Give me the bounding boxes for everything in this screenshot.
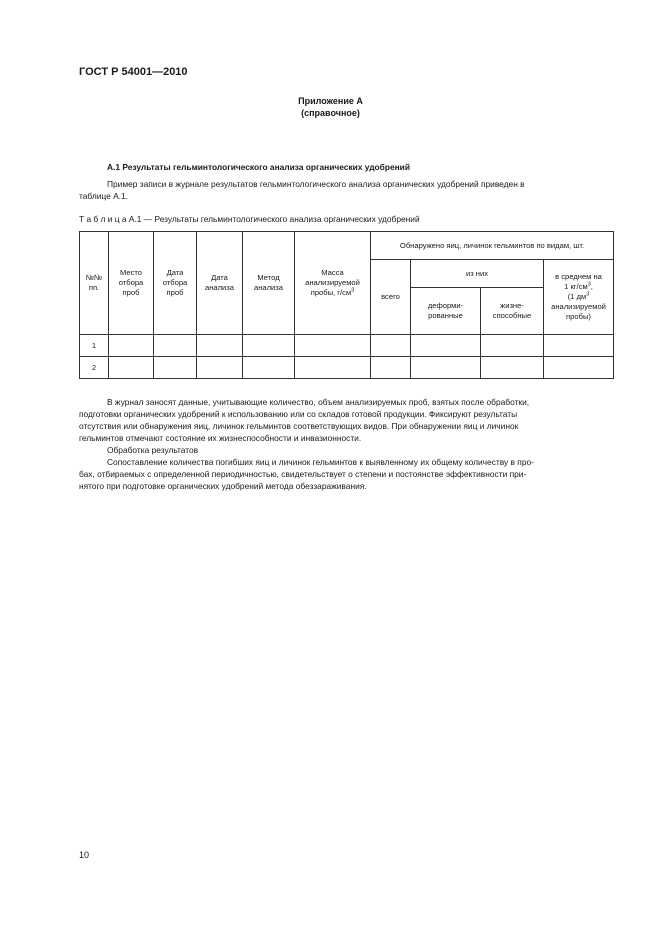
row-number: 2 (80, 357, 109, 379)
header-deformed: деформи- рованные (411, 288, 481, 335)
table-row (80, 357, 614, 379)
table-cell (295, 335, 371, 357)
table-cell (197, 335, 243, 357)
appendix-title: Приложение А (298, 96, 363, 106)
header-detected: Обнаружено яиц, личинок гельминтов по видам, шт. (371, 232, 614, 260)
header-average: в среднем на 1 $кг/см^3$, (1 $дм^3$ анализируемой пробы) (544, 260, 614, 335)
table-row (80, 335, 614, 357)
table-cell (481, 357, 544, 379)
table-cell (544, 357, 614, 379)
page-number: 10 (79, 850, 90, 860)
section-paragraph (79, 178, 613, 202)
text-line: бах, отбираемых с определенной периодичностью, свидетельствует о степени и постоянстве эффективности при- (79, 469, 527, 479)
table-cell (411, 357, 481, 379)
results-paragraph (79, 396, 613, 492)
header-sample-date: Дата отбора проб (154, 232, 197, 335)
subheading-processing: Обработка результатов (107, 445, 199, 455)
section-heading: А.1 Результаты гельминтологического анализа органических удобрений (107, 162, 410, 172)
text-line: нятого при подготовке органических удобрений метода обеззараживания. (79, 481, 367, 491)
header-total: всего (371, 260, 411, 335)
table-caption: Т а б л и ц а А.1 — Результаты гельминтологического анализа органических удобрений (79, 214, 420, 224)
row-number: 1 (80, 335, 109, 357)
table-cell (109, 335, 154, 357)
table-cell (411, 335, 481, 357)
table-cell (197, 357, 243, 379)
text-line: гельминтов отмечают состояние их жизнеспособности и инвазионности. (79, 433, 362, 443)
table-cell (295, 357, 371, 379)
header-num: №№ пп. (80, 232, 109, 335)
text-line: таблице А.1. (79, 191, 128, 201)
table-cell (481, 335, 544, 357)
text-line: отсутствия или обнаружения яиц, личинок гельминтов соответствующих видов. При обнаружении яиц и личинок (79, 421, 519, 431)
table-cell (544, 335, 614, 357)
appendix-subtitle: (справочное) (301, 108, 360, 118)
header-mass: Масса анализируемой пробы, $г/см^3$ (295, 232, 371, 335)
table-cell (371, 335, 411, 357)
header-of-them: из них (411, 260, 544, 288)
text-line: Пример записи в журнале результатов гельминтологического анализа органических удобрений приведен в (107, 179, 525, 189)
header-place: Место отбора проб (109, 232, 154, 335)
results-table (79, 231, 614, 379)
document-code: ГОСТ Р 54001—2010 (79, 66, 188, 78)
table-cell (109, 357, 154, 379)
header-viable: жизне- способные (481, 288, 544, 335)
appendix-heading (0, 95, 661, 119)
header-analysis-date: Дата анализа (197, 232, 243, 335)
text-line: Сопоставление количества погибших яиц и личинок гельминтов к выявленному их общему количеству в про- (107, 457, 534, 467)
table-cell (154, 357, 197, 379)
table-cell (243, 335, 295, 357)
text-line: В журнал заносят данные, учитывающие количество, объем анализируемых проб, взятых после обработки, (107, 397, 530, 407)
header-method: Метод анализа (243, 232, 295, 335)
table-cell (243, 357, 295, 379)
text-line: подготовки органических удобрений к использованию или со складов готовой продукции. Фиксируют результаты (79, 409, 518, 419)
table-cell (371, 357, 411, 379)
table-cell (154, 335, 197, 357)
